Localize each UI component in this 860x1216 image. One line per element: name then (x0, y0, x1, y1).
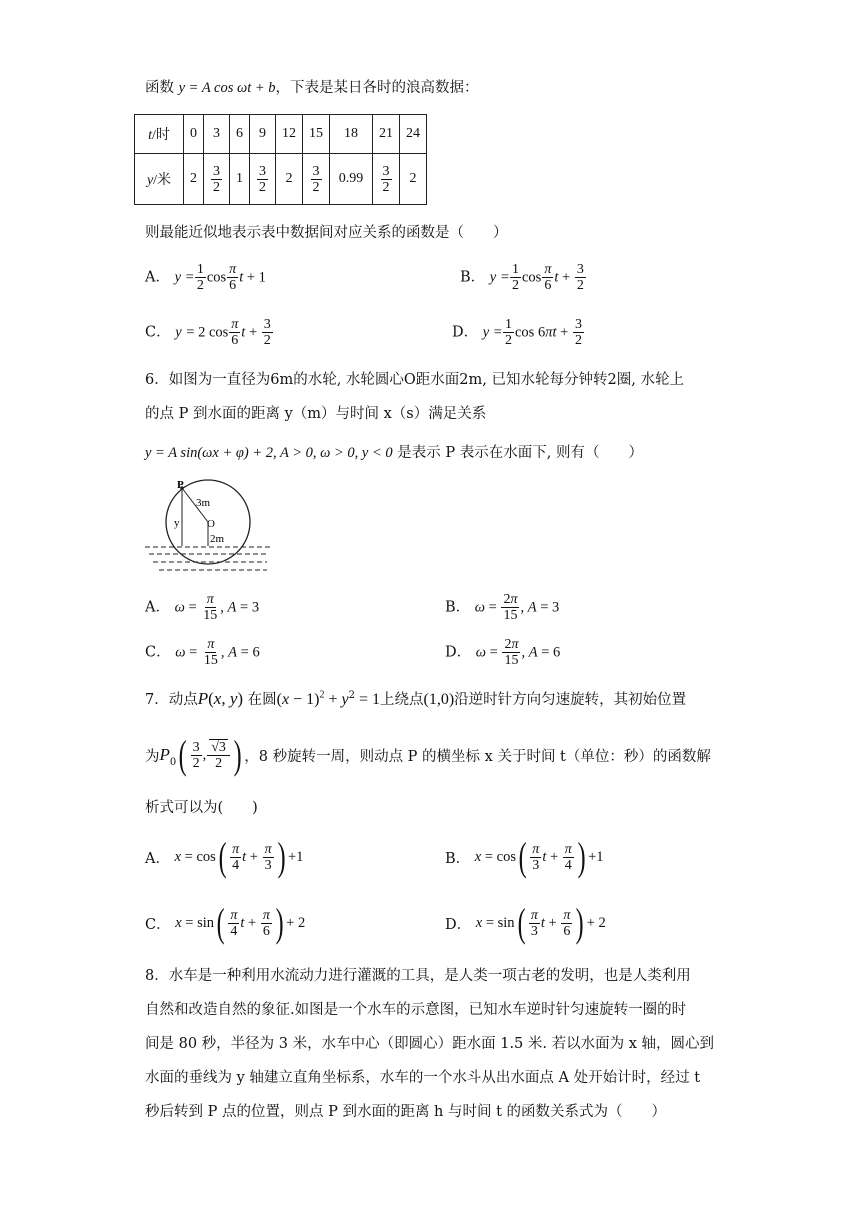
y-cell: 0.99 (330, 154, 373, 205)
q5-option-a[interactable]: A． y = $\frac{1}{2}$ cos $\frac{\pi}{6}$ t + 1 (145, 262, 266, 293)
q8-line-5: 秒后转到 P 点的位置，则点 P 到水面的距离 h 与时间 t 的函数关系式为（ ） (145, 1104, 667, 1120)
q6-line2: 的点 P 到水面的距离 y（m）与时间 x（s）满足关系 (145, 406, 487, 422)
q5-intro: 函数 y = A cos ωt + b，下表是某日各时的浪高数据： (145, 80, 479, 96)
q6-option-c[interactable]: C． ω = $\frac{\pi}{15}$ , A = 6 (145, 637, 260, 668)
t-cell: 15 (303, 115, 330, 154)
y-cell: 2 (276, 154, 303, 205)
y-cell: 2 (400, 154, 427, 205)
q6-line3: y = A sin(ωx + φ) + 2, A > 0, ω > 0, y < 0 是表示 P 表示在水面下, 则有（ ） (145, 445, 643, 461)
t-cell: 24 (400, 115, 427, 154)
fig-label-o: O (207, 518, 215, 530)
water-wheel-figure (143, 478, 273, 580)
q7-option-b[interactable]: B． x = cos ( $\frac{\pi}{3}$ t + $\frac{\pi}{4}$ ) +1 (445, 834, 604, 879)
q8-line-3: 间是 80 秒，半径为 3 米，水车中心（即圆心）距水面 1.5 米. 若以水面为 x 轴，圆心到 (145, 1036, 715, 1052)
t-cell: 21 (373, 115, 400, 154)
q6-option-b[interactable]: B． ω = $\frac{2\pi}{15}$ , A = 3 (445, 592, 560, 623)
t-cell: 0 (184, 115, 204, 154)
fig-label-3m: 3m (196, 497, 211, 509)
q5-option-c[interactable]: C． y = 2 cos $\frac{\pi}{6}$ t + $\frac{3}{2}$ (145, 317, 271, 348)
y-cell: $\frac{3}{2}$ (204, 154, 230, 205)
q5-intro-formula: y = A cos ωt + b (178, 80, 276, 96)
q7-line3: 析式可以为( ) (145, 800, 258, 816)
q8-line-2: 自然和改造自然的象征.如图是一个水车的示意图，已知水车逆时针匀速旋转一圈的时 (145, 1002, 687, 1018)
q7-option-d[interactable]: D． x = sin ( $\frac{\pi}{3}$ t + $\frac{\pi}{6}$ ) + 2 (445, 900, 606, 945)
table-row-height (135, 154, 427, 205)
y-cell: $\frac{3}{2}$ (250, 154, 276, 205)
q6-line1: 6．如图为一直径为6m的水轮, 水轮圆心O距水面2m, 已知水轮每分钟转2圈, 水轮上 (145, 372, 684, 388)
fig-label-p: P (177, 479, 184, 491)
table-row-time (135, 115, 427, 154)
y-cell: 2 (184, 154, 204, 205)
fig-label-2m: 2m (210, 533, 225, 545)
q6-option-d[interactable]: D． ω = $\frac{2\pi}{15}$ , A = 6 (445, 637, 561, 668)
t-cell: 18 (330, 115, 373, 154)
q7-line1: 7．动点P(x, y) 在圆$(x - 1)^2 + y^2 = 1$上绕点(1,0)沿逆时针方向匀速旋转，其初始位置 (145, 689, 687, 708)
q5-option-d[interactable]: D． y = $\frac{1}{2}$ cos 6πt + $\frac{3}{2}$ (452, 317, 582, 348)
q8-line-1: 8．水车是一种利用水流动力进行灌溉的工具，是人类一项古老的发明，也是人类利用 (145, 968, 691, 984)
q8-line-4: 水面的垂线为 y 轴建立直角坐标系，水车的一个水斗从出水面点 A 处开始计时，经过 t (145, 1070, 701, 1086)
t-cell: 12 (276, 115, 303, 154)
wave-height-table (134, 114, 427, 205)
q7-option-c[interactable]: C． x = sin ( $\frac{\pi}{4}$ t + $\frac{\pi}{6}$ ) + 2 (145, 900, 306, 945)
q6-option-a[interactable]: A． ω = $\frac{\pi}{15}$ , A = 3 (145, 592, 260, 623)
q5-question: 则最能近似地表示表中数据间对应关系的函数是（ ） (145, 225, 508, 241)
q7-option-a[interactable]: A． x = cos ( $\frac{\pi}{4}$ t + $\frac{\pi}{3}$ ) +1 (145, 834, 304, 879)
y-cell: $\frac{3}{2}$ (303, 154, 330, 205)
t-cell: 6 (230, 115, 250, 154)
fig-label-y: y (174, 517, 180, 529)
q7-line2: 为 P $_0$ ( $\frac{3}{2}$ , $\frac{√3}{2}$ ) ，8 秒旋转一周，则动点 P 的横坐标 x 关于时间 t（单位：秒）的函数解 (145, 732, 711, 777)
t-cell: 3 (204, 115, 230, 154)
t-cell: 9 (250, 115, 276, 154)
table-row-label: y/米 (135, 154, 184, 205)
table-row-label: t/时 (135, 115, 184, 154)
y-cell: 1 (230, 154, 250, 205)
q5-option-b[interactable]: B． y = $\frac{1}{2}$ cos $\frac{\pi}{6}$ t + $\frac{3}{2}$ (460, 262, 584, 293)
y-cell: $\frac{3}{2}$ (373, 154, 400, 205)
